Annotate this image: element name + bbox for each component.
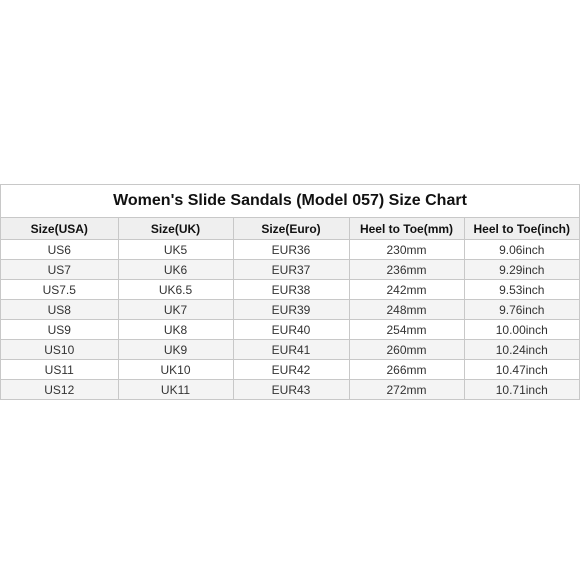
cell-size-euro: EUR37 [233,260,349,280]
cell-heel-to-toe-mm: 266mm [349,360,464,380]
cell-size-uk: UK7 [118,300,233,320]
cell-size-uk: UK6 [118,260,233,280]
column-header-heel-to-toe-mm: Heel to Toe(mm) [349,218,464,240]
cell-size-uk: UK5 [118,240,233,260]
cell-heel-to-toe-inch: 10.71inch [464,380,579,400]
cell-heel-to-toe-inch: 9.53inch [464,280,579,300]
cell-size-usa: US12 [1,380,118,400]
size-table [1,218,579,399]
header-row [1,218,579,240]
cell-size-euro: EUR39 [233,300,349,320]
cell-size-euro: EUR40 [233,320,349,340]
column-header-heel-to-toe-inch: Heel to Toe(inch) [464,218,579,240]
table-row [1,340,579,360]
cell-size-usa: US6 [1,240,118,260]
cell-size-uk: UK8 [118,320,233,340]
cell-heel-to-toe-mm: 254mm [349,320,464,340]
cell-size-usa: US8 [1,300,118,320]
cell-size-euro: EUR36 [233,240,349,260]
column-header-size-euro: Size(Euro) [233,218,349,240]
cell-size-usa: US10 [1,340,118,360]
table-row [1,360,579,380]
cell-size-euro: EUR43 [233,380,349,400]
table-row [1,260,579,280]
table-row [1,380,579,400]
cell-size-euro: EUR41 [233,340,349,360]
cell-heel-to-toe-mm: 260mm [349,340,464,360]
cell-heel-to-toe-inch: 9.29inch [464,260,579,280]
cell-heel-to-toe-mm: 230mm [349,240,464,260]
cell-heel-to-toe-inch: 10.24inch [464,340,579,360]
cell-size-euro: EUR38 [233,280,349,300]
cell-size-usa: US9 [1,320,118,340]
size-chart [0,184,580,400]
cell-size-euro: EUR42 [233,360,349,380]
cell-size-uk: UK11 [118,380,233,400]
cell-size-usa: US7 [1,260,118,280]
cell-heel-to-toe-mm: 236mm [349,260,464,280]
cell-heel-to-toe-inch: 10.00inch [464,320,579,340]
table-row [1,320,579,340]
cell-heel-to-toe-inch: 9.76inch [464,300,579,320]
cell-heel-to-toe-inch: 9.06inch [464,240,579,260]
cell-heel-to-toe-mm: 272mm [349,380,464,400]
table-row [1,240,579,260]
cell-size-uk: UK6.5 [118,280,233,300]
cell-size-usa: US7.5 [1,280,118,300]
cell-size-uk: UK9 [118,340,233,360]
cell-heel-to-toe-inch: 10.47inch [464,360,579,380]
table-row [1,280,579,300]
chart-title: Women's Slide Sandals (Model 057) Size Chart [1,185,579,218]
cell-heel-to-toe-mm: 242mm [349,280,464,300]
cell-size-usa: US11 [1,360,118,380]
table-row [1,300,579,320]
column-header-size-uk: Size(UK) [118,218,233,240]
cell-heel-to-toe-mm: 248mm [349,300,464,320]
cell-size-uk: UK10 [118,360,233,380]
column-header-size-usa: Size(USA) [1,218,118,240]
